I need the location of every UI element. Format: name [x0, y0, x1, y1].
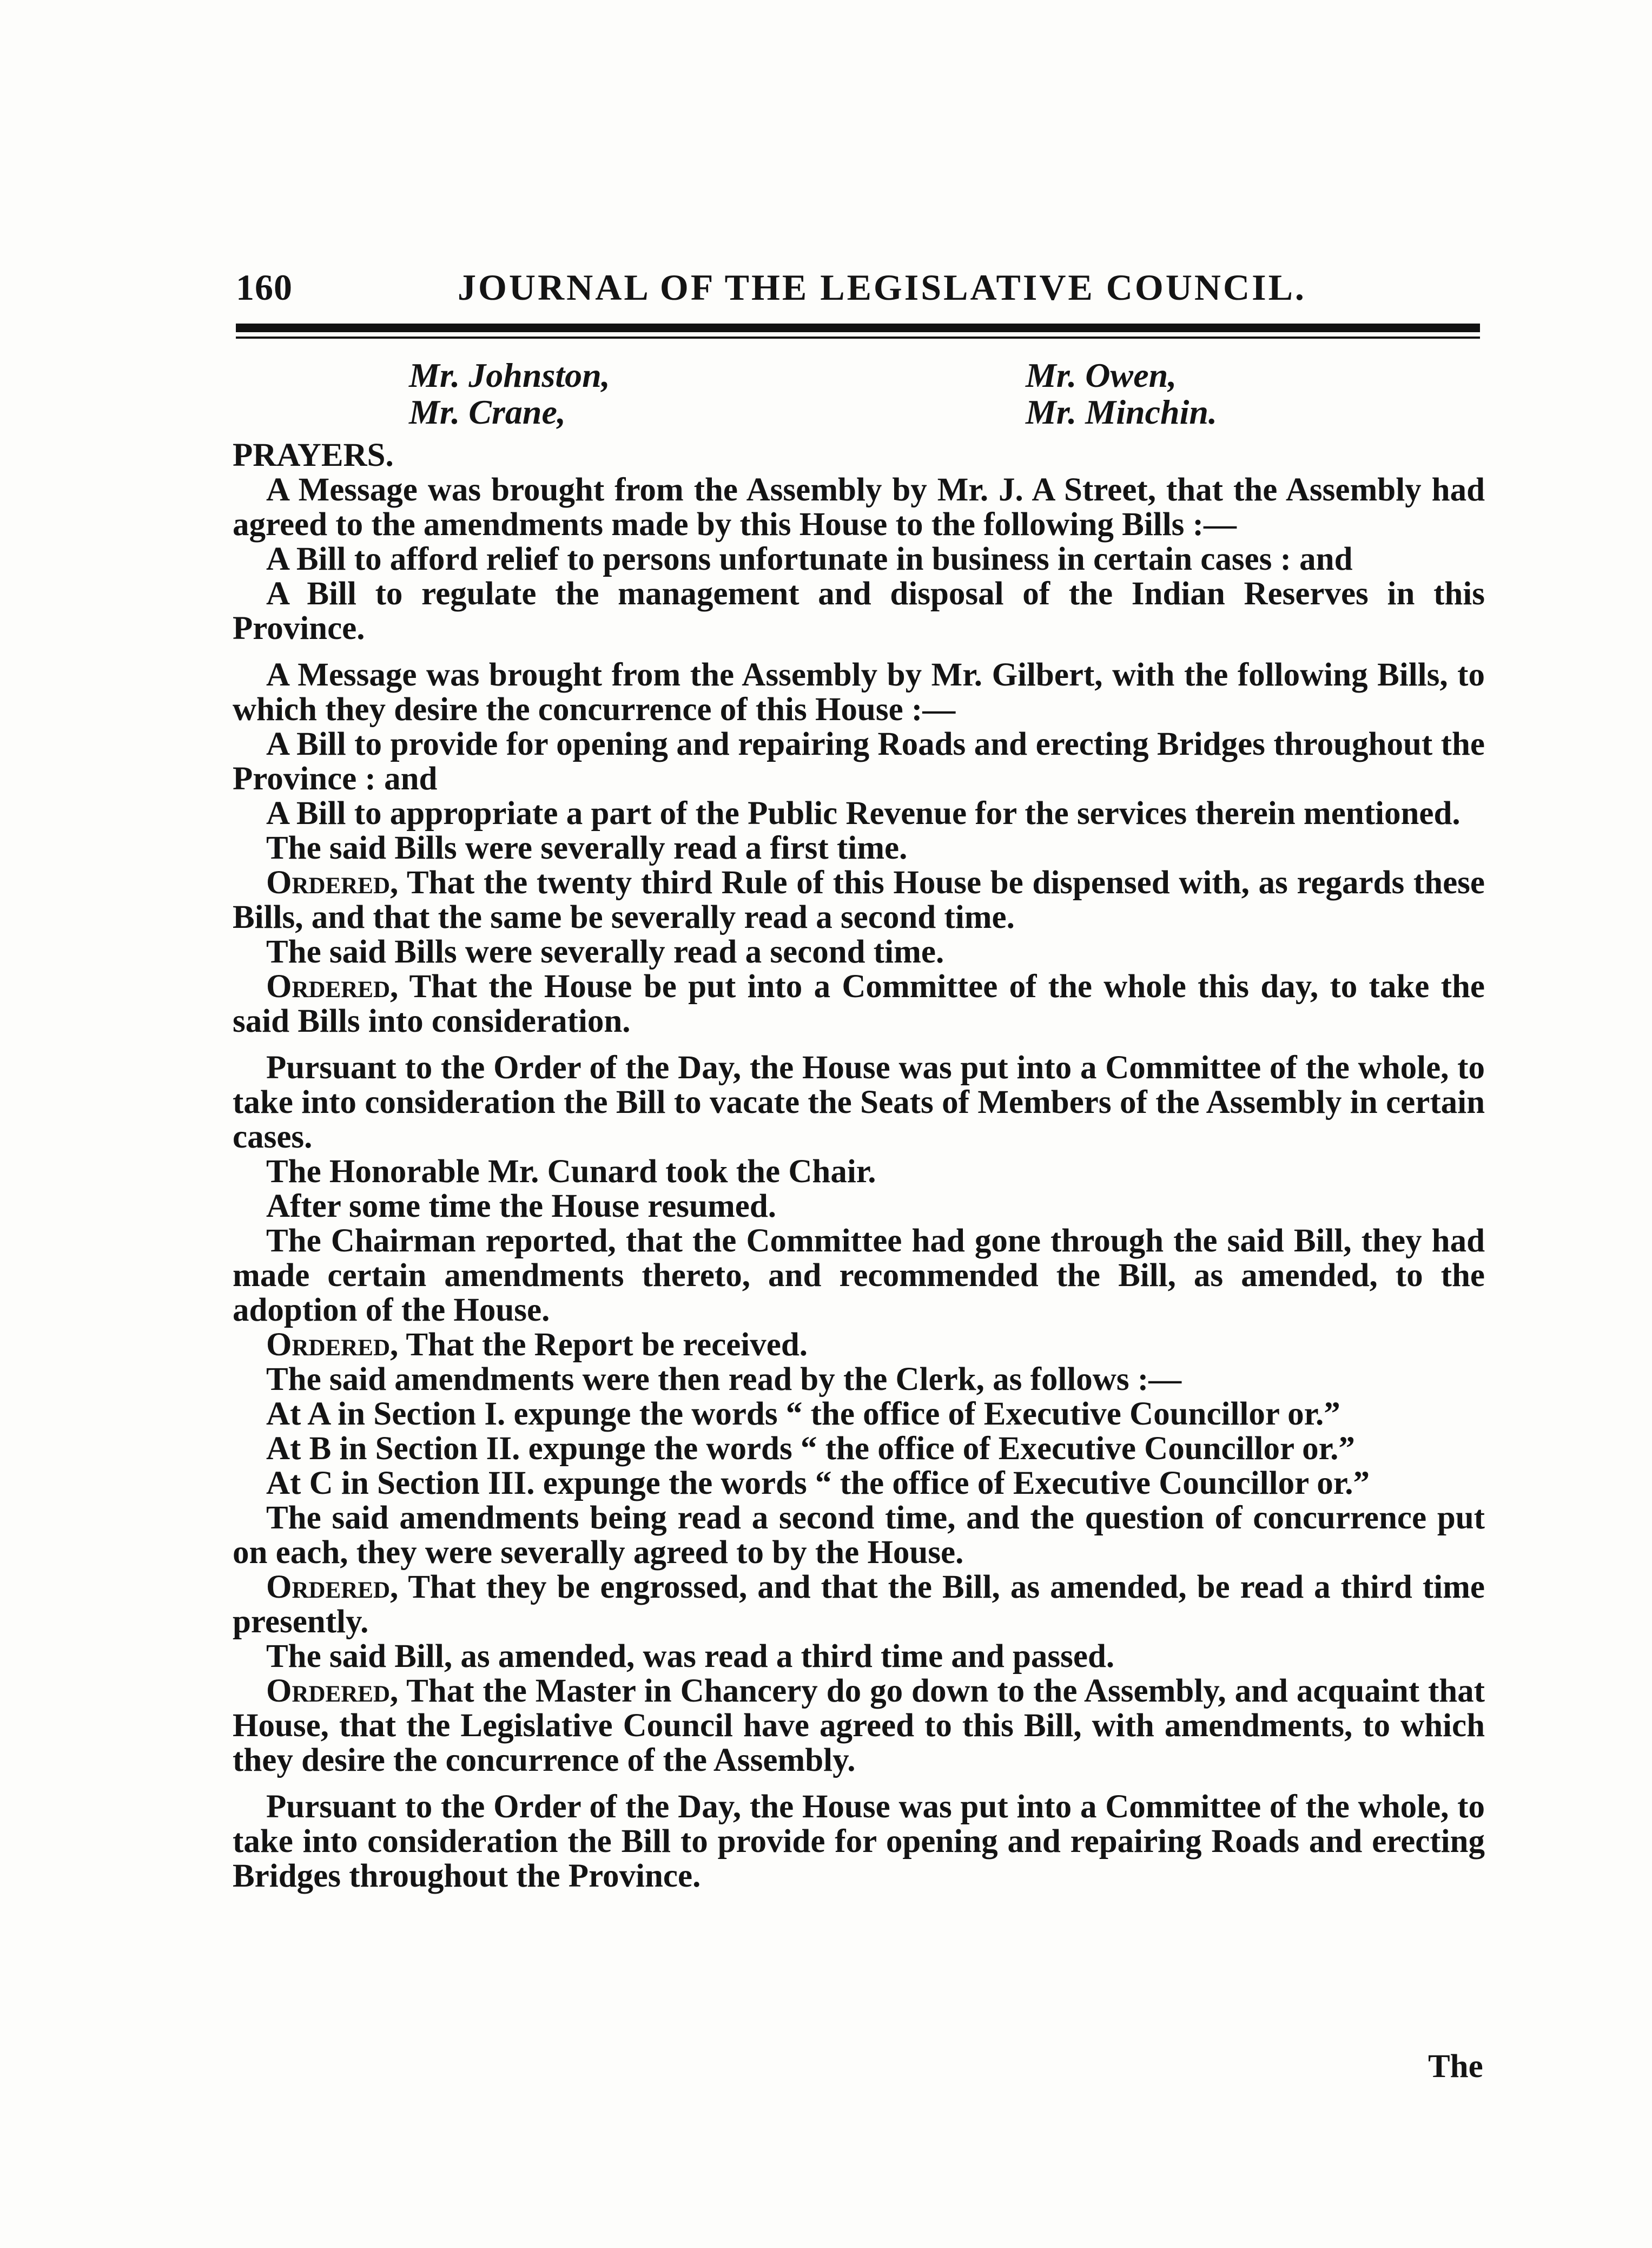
ordered-word: Ordered, — [266, 1673, 399, 1709]
ordered-word: Ordered, — [266, 865, 399, 901]
paragraph: The said Bill, as amended, was read a third time and passed. — [266, 1638, 1115, 1675]
ordered-paragraph — [233, 1328, 1485, 1362]
paragraph: After some time the House resumed. — [266, 1188, 777, 1224]
ordered-word: Ordered, — [266, 968, 399, 1005]
ordered-paragraph — [233, 866, 1485, 935]
paragraph: The Chairman reported, that the Committee had gone through the said Bill, they had made certain amendments thereto, and recommended the Bill, as amended, to the adoption of the House. — [233, 1223, 1485, 1328]
ordered-paragraph — [233, 1674, 1485, 1778]
members-list — [236, 357, 1480, 433]
member-name: Mr. Owen, — [1026, 356, 1177, 394]
paragraph: At A in Section I. expunge the words “ the office of Executive Councillor or.” — [266, 1396, 1340, 1432]
ordered-word: Ordered, — [266, 1569, 399, 1605]
member-name: Mr. Minchin. — [1026, 393, 1217, 431]
paragraph: The said Bills were severally read a first time. — [266, 830, 908, 866]
paragraph: Pursuant to the Order of the Day, the House was put into a Committee of the whole, to take into consideration the Bill to vacate the Seats of Members of the Assembly in certain cases. — [233, 1050, 1485, 1155]
header-rule-thin — [236, 337, 1480, 339]
journal-body — [233, 438, 1485, 1894]
paragraph: A Bill to provide for opening and repairing Roads and erecting Bridges throughout the Province : and — [233, 726, 1485, 797]
running-title: JOURNAL OF THE LEGISLATIVE COUNCIL. — [458, 267, 1306, 308]
paragraph: The Honorable Mr. Cunard took the Chair. — [266, 1153, 876, 1190]
paragraph-text: That they be engrossed, and that the Bill, as amended, be read a third time presently. — [233, 1569, 1485, 1640]
paragraph: At B in Section II. expunge the words “ the office of Executive Councillor or.” — [266, 1430, 1355, 1467]
ordered-paragraph — [233, 1570, 1485, 1639]
paragraph: A Bill to appropriate a part of the Public Revenue for the services therein mentioned. — [266, 795, 1461, 832]
section-heading: PRAYERS. — [233, 437, 394, 473]
paragraph-text: That the Master in Chancery do go down to the Assembly, and acquaint that House, that the Legislative Council have agreed to this Bill, with amendments, to which they desire the concurrence of the Assembly. — [233, 1673, 1485, 1778]
paragraph: A Message was brought from the Assembly by Mr. Gilbert, with the following Bills, to which they desire the concurrence of this House :— — [233, 657, 1485, 728]
paragraph-text: That the twenty third Rule of this House be dispensed with, as regards these Bills, and that the same be severally read a second time. — [233, 865, 1485, 935]
ordered-paragraph — [233, 970, 1485, 1039]
paragraph: A Bill to afford relief to persons unfortunate in business in certain cases : and — [266, 541, 1353, 577]
paragraph: The said amendments being read a second time, and the question of concurrence put on each, they were severally agreed to by the House. — [233, 1500, 1485, 1571]
paragraph-text: That the Report be received. — [398, 1327, 808, 1363]
catchword: The — [1428, 2048, 1483, 2085]
paragraph: The said Bills were severally read a second time. — [266, 934, 944, 970]
ordered-word: Ordered, — [266, 1327, 399, 1363]
paragraph: Pursuant to the Order of the Day, the House was put into a Committee of the whole, to take into consideration the Bill to provide for opening and repairing Roads and erecting Bridges throughout the Province. — [233, 1789, 1485, 1894]
member-name: Mr. Johnston, — [409, 356, 610, 394]
paragraph: A Bill to regulate the management and disposal of the Indian Reserves in this Province. — [233, 576, 1485, 647]
page-number: 160 — [236, 267, 293, 308]
paragraph: The said amendments were then read by the Clerk, as follows :— — [266, 1361, 1182, 1397]
page-header — [236, 266, 1480, 315]
paragraph: A Message was brought from the Assembly by Mr. J. A Street, that the Assembly had agreed to the amendments made by this House to the following Bills :— — [233, 472, 1485, 543]
member-name: Mr. Crane, — [409, 393, 566, 431]
paragraph-text: That the House be put into a Committee of the whole this day, to take the said Bills into consideration. — [233, 968, 1485, 1039]
header-rule-thick — [236, 324, 1480, 332]
paragraph: At C in Section III. expunge the words “ the office of Executive Councillor or.” — [266, 1465, 1370, 1501]
